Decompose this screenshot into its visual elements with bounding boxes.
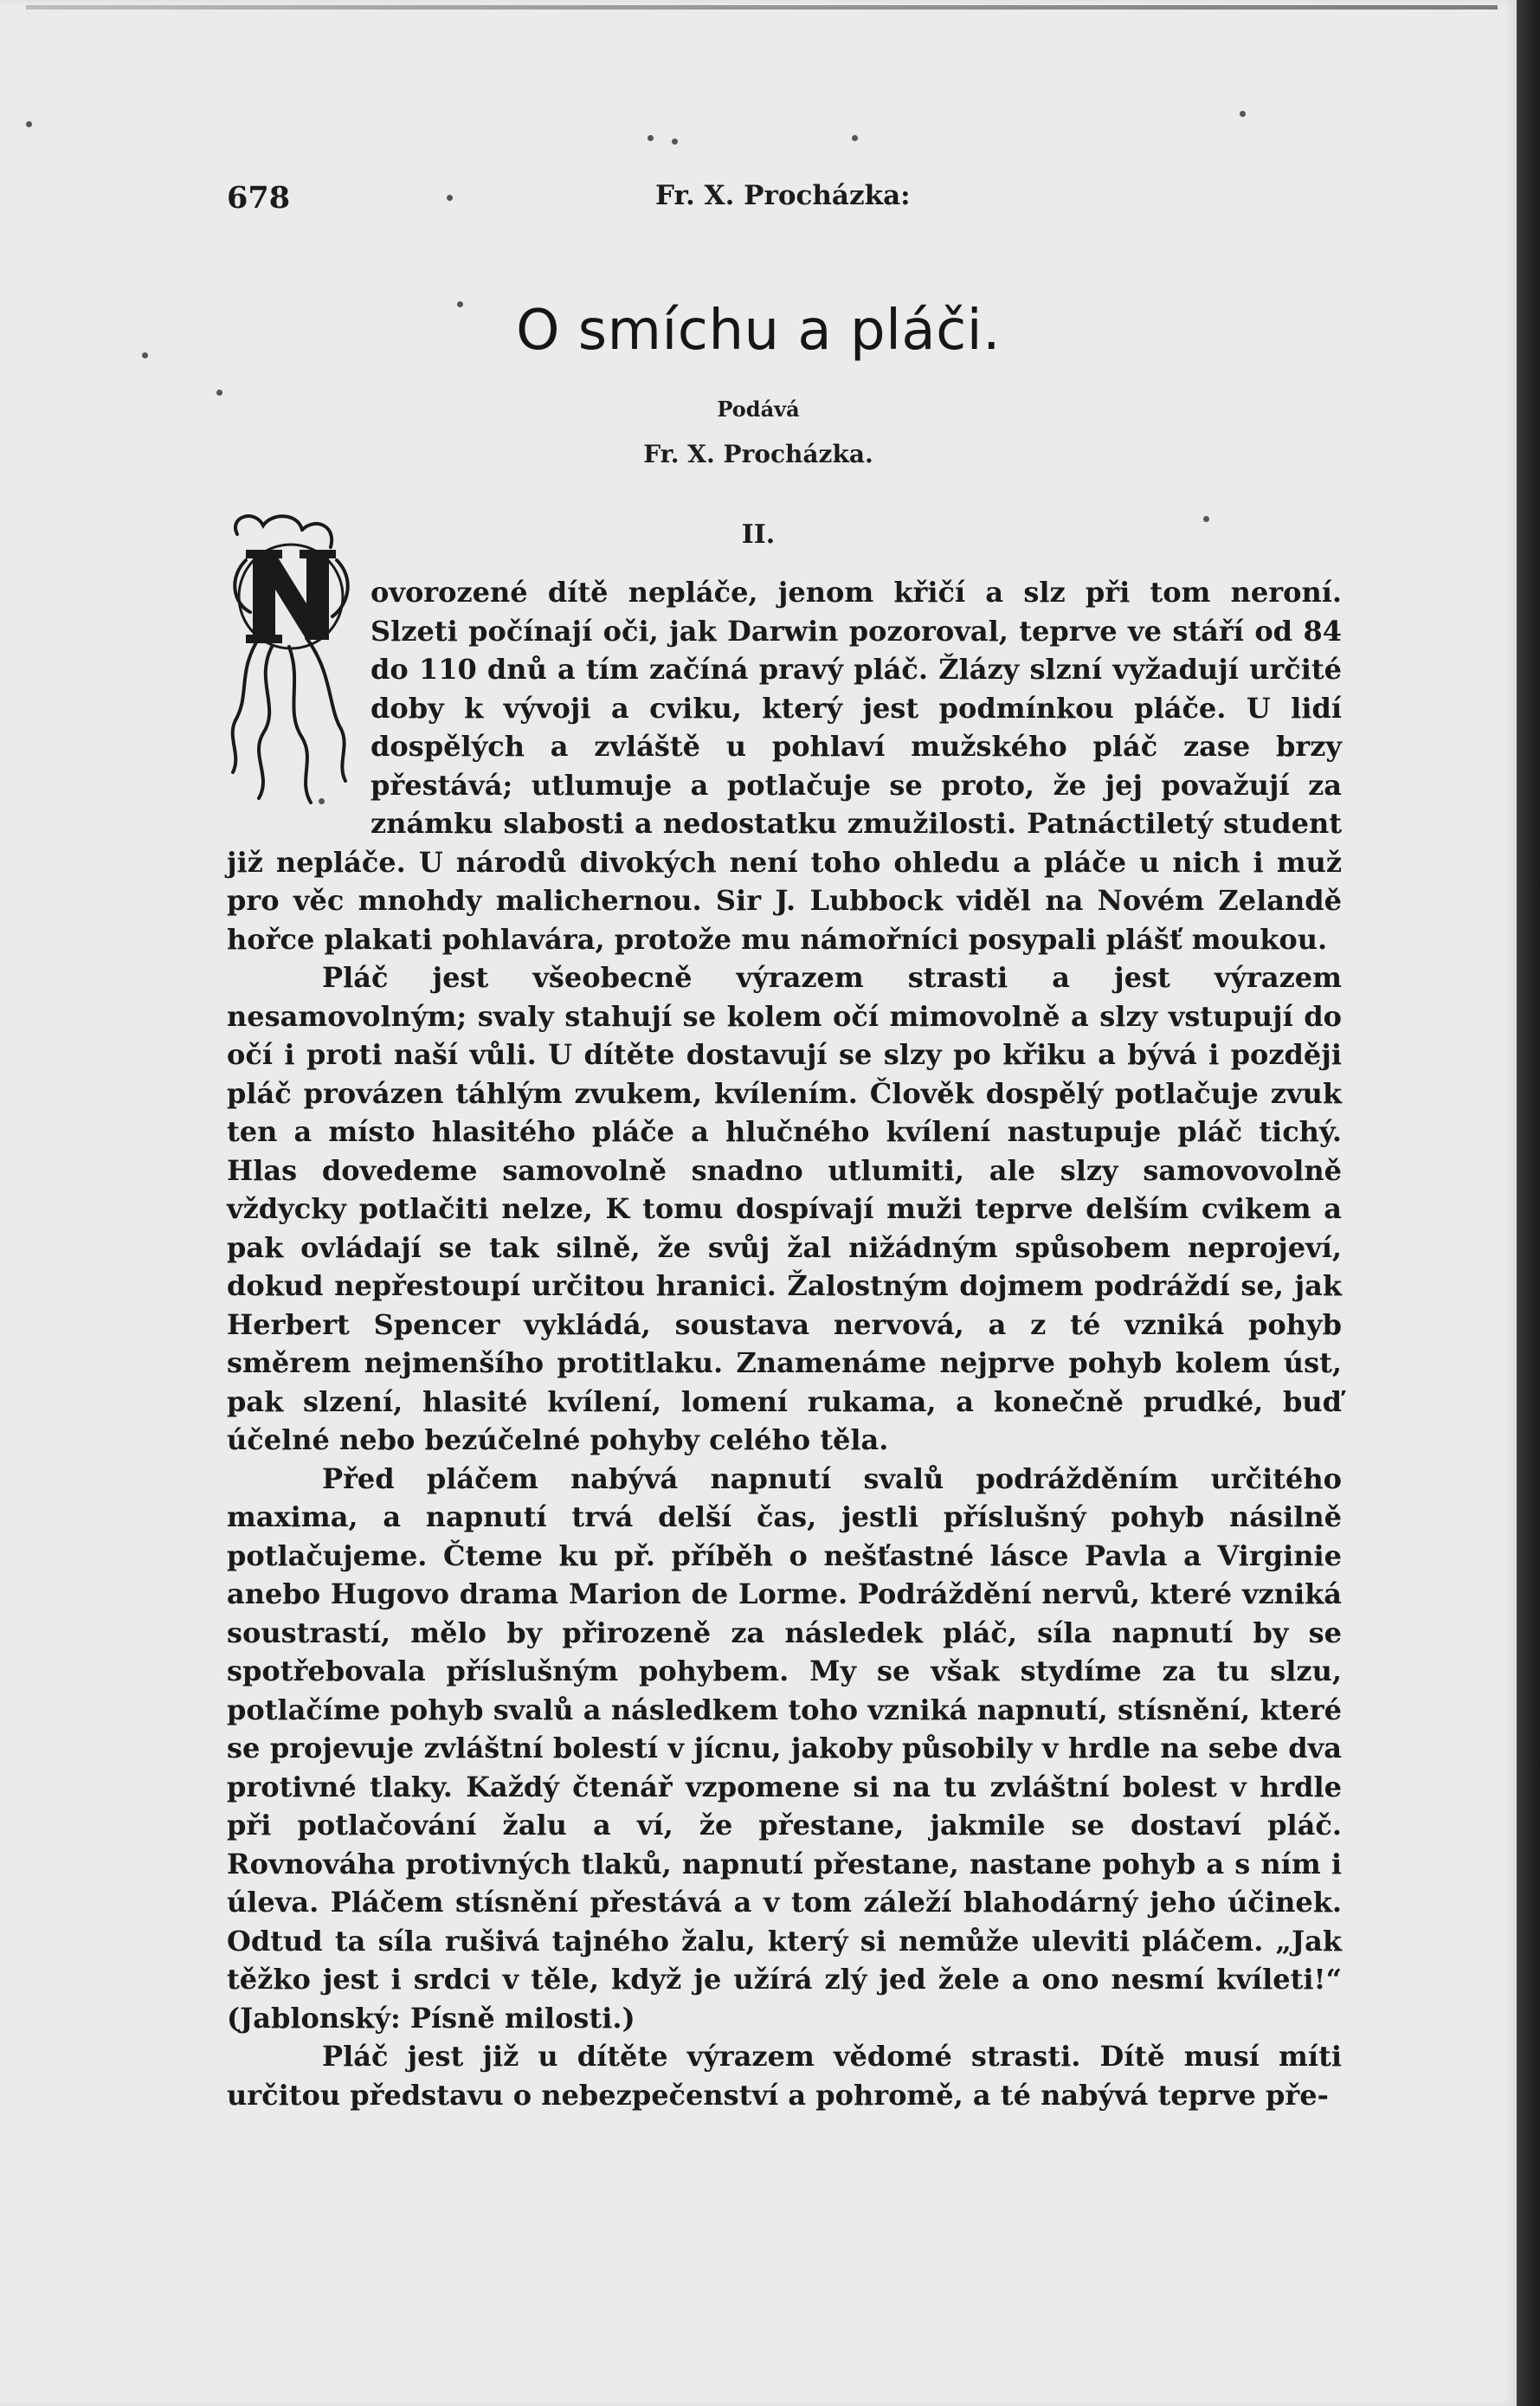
paper-speck — [852, 135, 858, 141]
paper-speck — [26, 121, 32, 127]
running-head: Fr. X. Procházka: — [655, 180, 911, 211]
credit-verb: Podává — [717, 397, 800, 422]
paragraph-4: Pláč jest již u dítěte výrazem vědomé strasti. Dítě musí míti určitou představu o nebezpečenství a pohromě, a té nabývá teprve pře- — [227, 2040, 1342, 2112]
page-number: 678 — [227, 180, 291, 216]
credit-author: Fr. X. Procházka. — [643, 440, 873, 468]
paragraph-1 — [227, 573, 1342, 958]
binding-shadow — [1517, 0, 1540, 2406]
article-title: O smíchu a pláči. — [516, 299, 1001, 363]
article-body — [227, 573, 1342, 2114]
paper-speck — [648, 135, 654, 141]
ornamental-initial-n-icon — [220, 508, 358, 811]
page-top-edge — [26, 5, 1498, 10]
paragraph-1-text: ovorozené dítě nepláče, jenom křičí a slz při tom neroní. Slzeti počínají oči, jak Darwin pozoroval, teprve ve stáří od 84 do 110 dnů a tím začíná pravý pláč. Žlázy slzní vyžadují určité doby k vývoji a cviku, který jest podmínkou pláče. U lidí dospělých a zvláště u pohlaví mužského pláč zase brzy přestává; utlumuje a potlačuje se proto, že jej považují za známku slabosti a nedostatku zmužilosti. Patnáctiletý student již nepláče. U národů divokých není toho ohledu a pláče u nich i muž pro věc mnohdy malichernou. Sir J. Lubbock viděl na Novém Zelandě hořce plakati pohlavára, protože mu námořníci posypali plášť moukou. — [227, 576, 1342, 956]
paragraph-3: Před pláčem nabývá napnutí svalů podrážděním určitého maxima, a napnutí trvá delší čas, jestli příslušný pohyb násilně potlačujeme. Čteme ku př. příběh o nešťastné lásce Pavla a Virginie anebo Hugovo drama Marion de Lorme. Podráždění nervů, které vzniká soustrastí, mělo by přirozeně za následek pláč, síla napnutí by se spotřebovala příslušným pohybem. My se však stydíme za tu slzu, potlačíme pohyb svalů a následkem toho vzniká napnutí, stísnění, které se projevuje zvláštní bolestí v jícnu, jakoby působily v hrdle na sebe dva protivné tlaky. Každý čtenář vzpomene si na tu zvláštní bolest v hrdle při potlačování žalu a ví, že přestane, jakmile se dostaví pláč. Rovnováha protivných tlaků, napnutí přestane, nastane pohyb a s ním i úleva. Pláčem stísnění přestává a v tom záleží blahodárný jeho účinek. Odtud ta síla rušivá tajného žalu, který si nemůže uleviti pláčem. „Jak těžko jest i srdci v těle, když je užírá zlý jed žele a ono nesmí kvíleti!“ (Jablonský: Písně milosti.) — [227, 1461, 1342, 2035]
paper-speck — [216, 390, 222, 396]
paper-speck — [1240, 111, 1246, 117]
page-header — [227, 180, 1343, 218]
paragraph-2: Pláč jest všeobecně výrazem strasti a jest výrazem nesamovolným; svaly stahují se kolem očí mimovolně a slzy vstupují do očí i proti naší vůli. U dítěte dostavují se slzy po křiku a bývá i později pláč provázen táhlým zvukem, kvílením. Člověk dospělý potlačuje zvuk ten a místo hlasitého pláče a hlučného kvílení nastupuje pláč tichý. Hlas dovedeme samovolně snadno utlumiti, ale slzy samovovolně vždycky potlačiti nelze, K tomu dospívají muži teprve delším cvikem a pak ovládají se tak silně, že svůj žal nižádným spůsobem neprojeví, dokud nepřestoupí určitou hranici. Žalostným dojmem podráždí se, jak Herbert Spencer vykládá, soustava nervová, a z té vzniká pohyb směrem nejmenšího protitlaku. Znamenáme nejprve pohyb kolem úst, pak slzení, hlasité kvílení, lomení rukama, a konečně prudké, buď účelné nebo bezúčelné pohyby celého těla. — [227, 961, 1342, 1456]
drop-cap-initial — [220, 508, 358, 811]
section-number: II. — [741, 519, 776, 550]
paper-speck — [672, 139, 678, 145]
